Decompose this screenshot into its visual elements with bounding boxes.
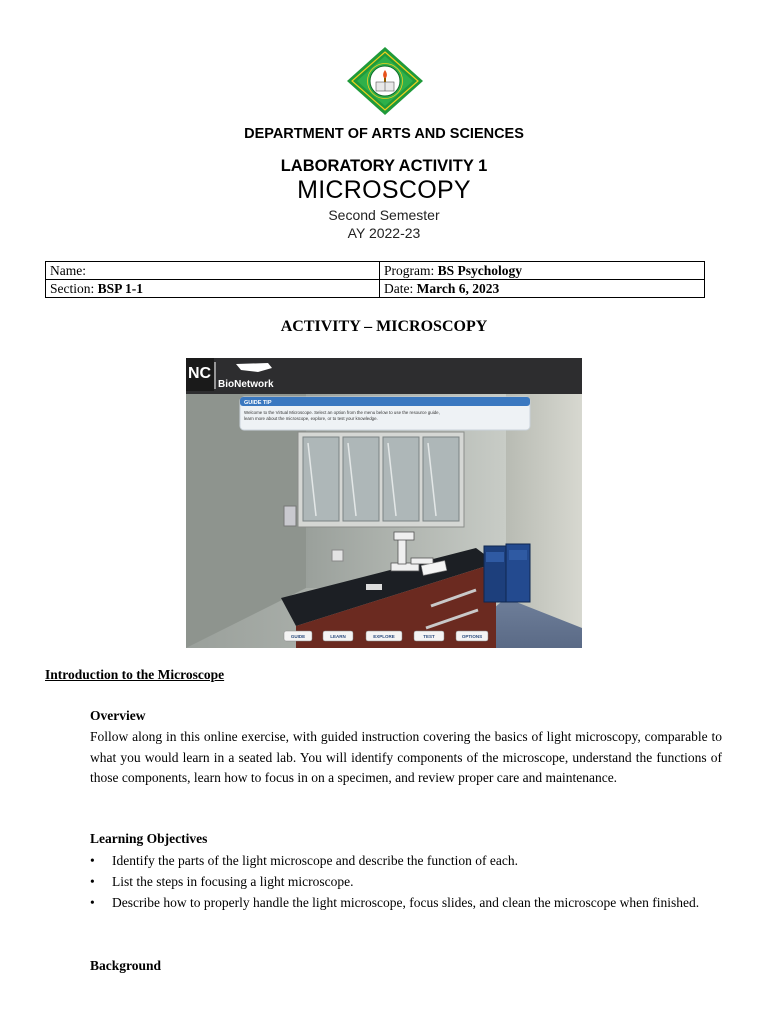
- sim-explore-button: EXPLORE: [373, 634, 395, 639]
- section-cell: [46, 280, 380, 298]
- program-cell: [380, 262, 705, 280]
- activity-title: ACTIVITY – MICROSCOPY: [280, 318, 488, 335]
- virtual-microscope-screenshot: [186, 358, 582, 648]
- intro-heading: Introduction to the Microscope: [45, 667, 225, 682]
- guide-tip-text-2: learn more about the microscope, explore, or to test your knowledge.: [244, 416, 378, 421]
- date-label: Date:: [384, 281, 414, 296]
- school-seal-logo: [346, 46, 424, 116]
- guide-tip-text-1: Welcome to the Virtual Microscope. Select an option from the menu below to use the resource guide,: [244, 410, 440, 415]
- brand-bionetwork: BioNetwork: [218, 379, 274, 390]
- program-value: BS Psychology: [437, 263, 523, 278]
- name-cell: [46, 262, 380, 280]
- bullet-icon: •: [90, 874, 95, 889]
- objectives-heading: Learning Objectives: [90, 831, 208, 846]
- bullet-icon: •: [90, 853, 95, 868]
- sim-options-button: OPTIONS: [461, 634, 483, 639]
- objective-text: List the steps in focusing a light microscope.: [112, 874, 354, 889]
- list-item: [90, 892, 722, 913]
- section-label: Section:: [50, 281, 95, 296]
- student-info-table: [45, 261, 705, 298]
- objectives-list: [90, 850, 722, 913]
- overview-heading: Overview: [90, 708, 146, 723]
- sim-learn-button: LEARN: [330, 634, 346, 639]
- program-label: Program:: [384, 263, 435, 278]
- guide-tip-box: [240, 397, 530, 430]
- department-heading: DEPARTMENT OF ARTS AND SCIENCES: [244, 126, 524, 142]
- page-title: MICROSCOPY: [297, 176, 471, 204]
- list-item: [90, 850, 722, 871]
- bullet-icon: •: [90, 895, 95, 910]
- section-value: BSP 1-1: [97, 281, 144, 296]
- background-heading: Background: [90, 958, 162, 973]
- sim-guide-button: GUIDE: [290, 634, 306, 639]
- waste-bins: [484, 544, 530, 602]
- semester-label: Second Semester: [328, 207, 440, 223]
- academic-year-label: AY 2022-23: [347, 225, 421, 241]
- date-cell: [380, 280, 705, 298]
- objective-text: Describe how to properly handle the light microscope, focus slides, and clean the microscope when finished.: [112, 895, 700, 910]
- date-value: March 6, 2023: [416, 281, 500, 296]
- sim-test-button: TEST: [423, 634, 435, 639]
- name-label: Name:: [50, 263, 86, 278]
- objective-text: Identify the parts of the light microscope and describe the function of each.: [112, 853, 518, 868]
- overview-paragraph: Follow along in this online exercise, with guided instruction covering the basics of light microscopy, comparable to what you would learn in a seated lab. You will identify components of the microscope, understand the functions of those components, learn how to focus in on a specimen, and review proper care and maintenance.: [90, 729, 722, 786]
- list-item: [90, 871, 722, 892]
- guide-tip-title: GUIDE TIP: [244, 400, 272, 406]
- lab-activity-heading: LABORATORY ACTIVITY 1: [280, 157, 488, 175]
- brand-nc: NC: [188, 365, 212, 382]
